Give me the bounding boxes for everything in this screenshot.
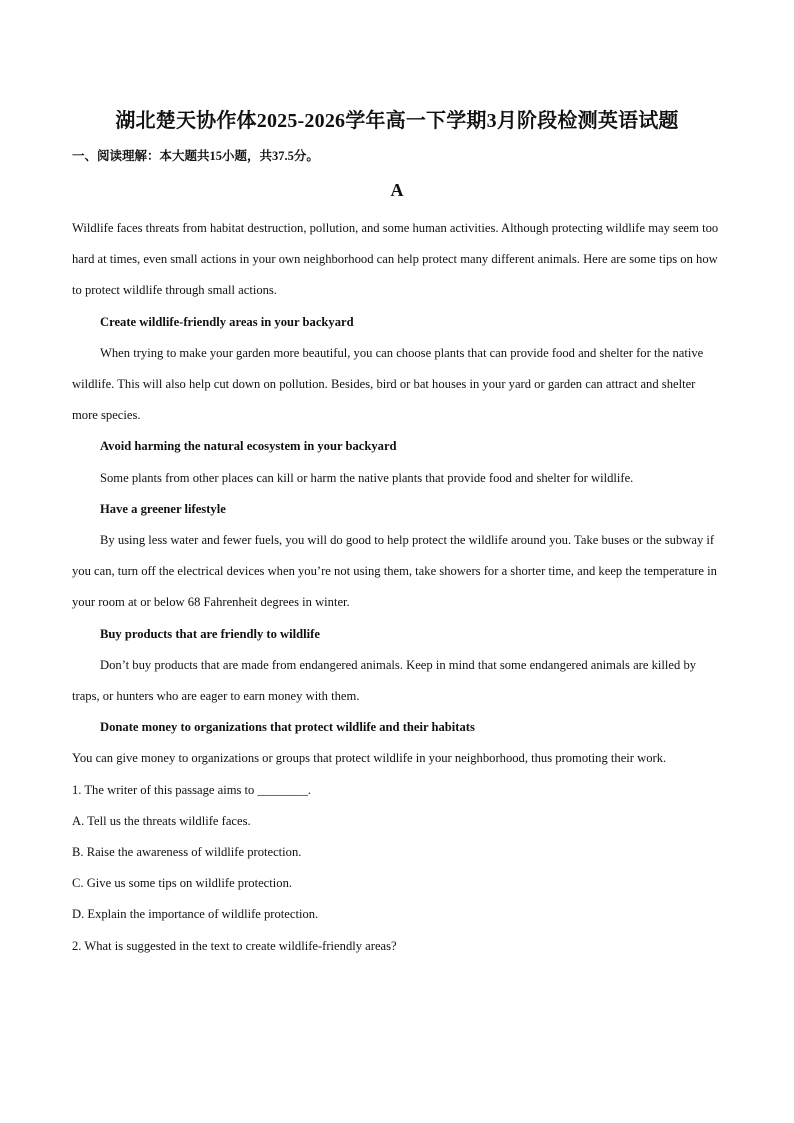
passage-intro: Wildlife faces threats from habitat destruction, pollution, and some human activities. Although protecting wildlife may seem too hard at times, even small actions in your own neighborhood can help protect many different animals. Here are some tips on how to protect wildlife through small actions.	[72, 221, 719, 298]
section-text-products: Don’t buy products that are made from endangered animals. Keep in mind that some endangered animals are killed by traps, or hunters who are eager to earn money with them.	[72, 657, 697, 704]
section-heading-backyard: Create wildlife-friendly areas in your backyard	[100, 314, 354, 329]
section-text-ecosystem: Some plants from other places can kill or harm the native plants that provide food and shelter for wildlife.	[100, 470, 634, 485]
question-1-option-a: A. Tell us the threats wildlife faces.	[72, 813, 251, 828]
section-heading-ecosystem: Avoid harming the natural ecosystem in your backyard	[100, 439, 397, 454]
section-heading-lifestyle: Have a greener lifestyle	[100, 501, 226, 516]
question-1-stem: 1. The writer of this passage aims to ________.	[72, 782, 312, 797]
section-text-backyard: When trying to make your garden more beautiful, you can choose plants that can provide food and shelter for the native wildlife. This will also help cut down on pollution. Besides, bird or bat houses in your yard or garden can attract and shelter more species.	[72, 345, 704, 423]
section-text-donate: You can give money to organizations or groups that protect wildlife in your neighborhood, thus promoting their work.	[72, 751, 667, 766]
question-1-option-b: B. Raise the awareness of wildlife protection.	[72, 845, 302, 860]
section-text-lifestyle: By using less water and fewer fuels, you will do good to help protect the wildlife around you. Take buses or the subway if you can, turn off the electrical devices when you’re not using them, take showers for a shorter time, and keep the temperature in your room at or below 68 Fahrenheit degrees in winter.	[72, 533, 717, 610]
question-2-stem: 2. What is suggested in the text to create wildlife-friendly areas?	[72, 938, 397, 953]
passage-label: A	[390, 180, 404, 200]
section-header: 一、阅读理解：本大题共15小题，共37.5分。	[72, 149, 319, 163]
section-heading-products: Buy products that are friendly to wildlife	[100, 626, 320, 641]
question-1-option-c: C. Give us some tips on wildlife protection.	[72, 876, 293, 891]
passage-body	[72, 213, 724, 962]
question-1-option-d: D. Explain the importance of wildlife protection.	[72, 907, 319, 922]
section-heading-donate: Donate money to organizations that protect wildlife and their habitats	[100, 720, 475, 735]
page-title: 湖北楚天协作体2025-2026学年高一下学期3月阶段检测英语试题	[115, 110, 679, 132]
